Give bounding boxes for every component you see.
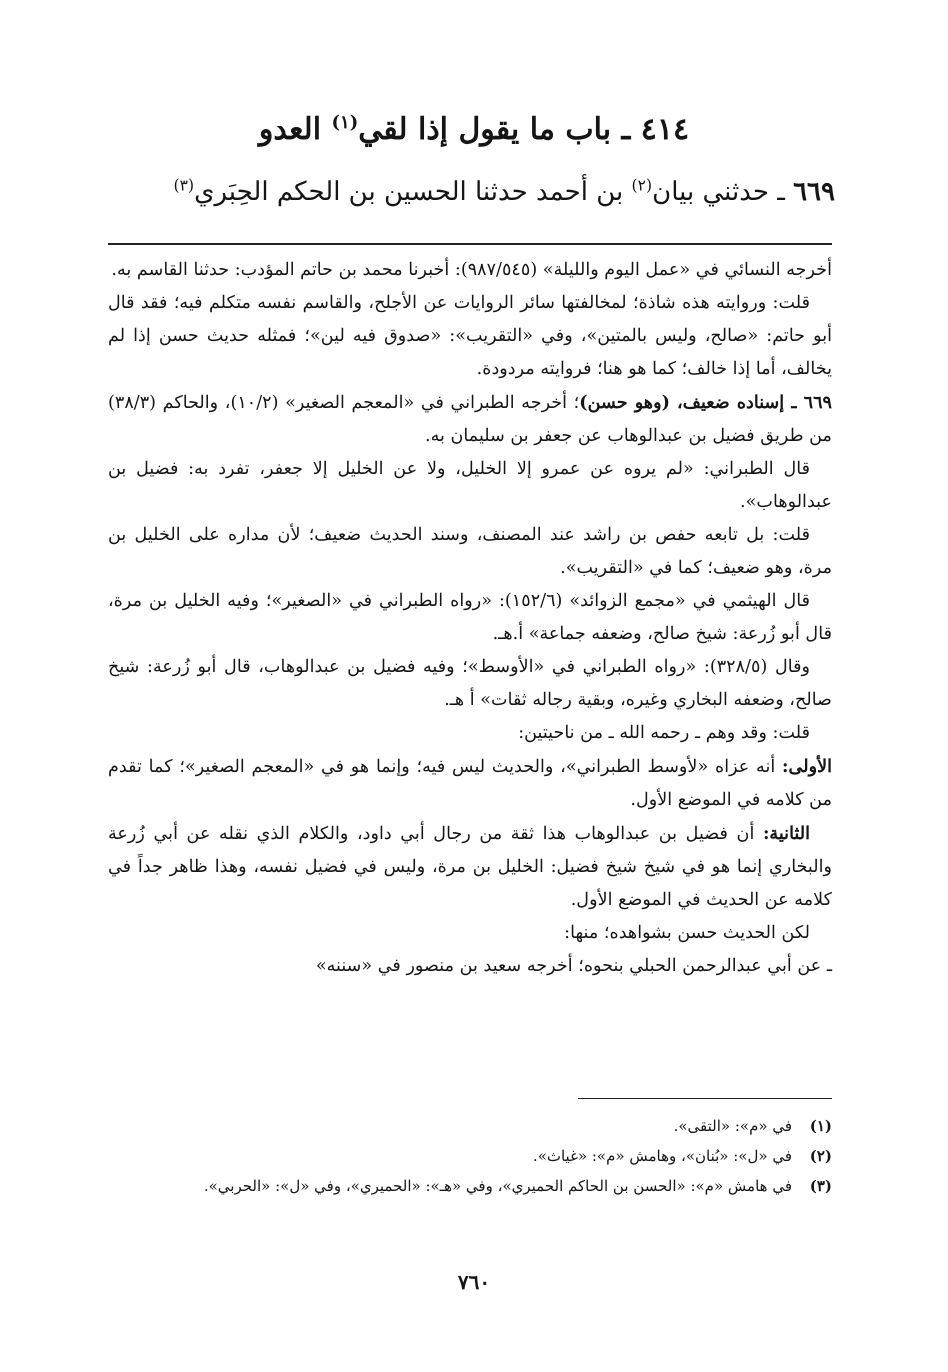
commentary-paragraph-10-text: أن فضيل بن عبدالوهاب هذا ثقة من رجال أبي داود، والكلام الذي نقله عن أبي زُرعة والبخاري إنما هو في شيخ شيخ فضيل: الخليل بن مرة، وليس في فضيل نفسه، وهذا ظاهر جداً في كلامه عن الحديث في الموضع الأول.: [108, 824, 832, 910]
hadith-text-part1: ـ حدثني بيان: [652, 177, 794, 207]
commentary-paragraph-6: قال الهيثمي في «مجمع الزوائد» (١٥٢/٦): «رواه الطبراني في «الصغير»؛ وفيه الخليل بن مرة، قال أبو زُرعة: شيخ صالح، وضعفه جماعة» أ.هـ.: [108, 591, 832, 644]
footnote-text: في «م»: «التقى».: [673, 1117, 792, 1135]
point-label-second: الثانية:: [762, 823, 810, 844]
commentary-paragraph-2: قلت: وروايته هذه شاذة؛ لمخالفتها سائر الروايات عن الأجلح، والقاسم نفسه متكلم فيه؛ فقد قال أبو حاتم: «صالح، وليس بالمتين»، وفي «التقريب»: «صدوق فيه لين»؛ فمثله حديث حسن إذا لم يخالف، أما إذا خالف؛ كما هو هنا؛ فروايته مردودة.: [108, 293, 832, 379]
footnote-2: [108, 1142, 832, 1170]
footnote-text: في «ل»: «بُنان»، وهامش «م»: «غياث».: [532, 1147, 792, 1165]
hadith-number: ٦٦٩: [793, 177, 835, 207]
footnote-text: في هامش «م»: «الحسن بن الحاكم الحميري»، وفي «هـ»: «الحميري»، وفي «ل»: «الحربي».: [203, 1177, 792, 1195]
text-divider: [108, 243, 832, 245]
footnotes: [108, 1112, 832, 1202]
hadith-text: [110, 172, 835, 212]
footnote-number: (٣): [809, 1177, 832, 1195]
commentary-paragraph-4: قال الطبراني: «لم يروه عن عمرو إلا الخليل، ولا عن الخليل إلا جعفر، تفرد به: فضيل بن عبدالوهاب».: [108, 459, 832, 512]
commentary-paragraph-5: قلت: بل تابعه حفص بن راشد عند المصنف، وسند الحديث ضعيف؛ لأن مداره على الخليل بن مرة، وهو ضعيف؛ كما في «التقريب».: [108, 525, 832, 578]
commentary-paragraph-9-text: أنه عزاه «لأوسط الطبراني»، والحديث ليس فيه؛ وإنما هو في «المعجم الصغير»؛ كما تقدم من كلامه في الموضع الأول.: [108, 757, 832, 810]
footnote-ref-3: (٣): [173, 176, 195, 195]
footnote-3: [108, 1172, 832, 1200]
footnote-ref-1: (١): [331, 112, 359, 133]
footnote-1: [108, 1112, 832, 1140]
commentary-paragraph-9: [108, 750, 832, 817]
page-number: ٧٦٠: [457, 1270, 491, 1294]
commentary-paragraph-1: أخرجه النسائي في «عمل اليوم والليلة» (٩٨٧/٥٤٥): أخبرنا محمد بن حاتم المؤدب: حدثنا القاسم به.: [111, 260, 832, 280]
footnote-divider: [578, 1098, 832, 1099]
chapter-title-prefix: ٤١٤ ـ باب ما يقول إذا لقي: [358, 112, 690, 147]
chapter-title-suffix: العدو: [258, 112, 332, 147]
commentary-paragraph-12: ـ عن أبي عبدالرحمن الحبلي بنحوه؛ أخرجه سعيد بن منصور في «سننه»: [315, 956, 832, 976]
hadith-grading: ٦٦٩ ـ إسناده ضعيف، (وهو حسن): [579, 392, 832, 413]
hadith-text-part2: بن أحمد حدثنا الحسين بن الحكم الحِبَري: [194, 177, 632, 207]
commentary-paragraph-11: لكن الحديث حسن بشواهده؛ منها:: [564, 923, 810, 943]
commentary: [108, 254, 832, 983]
commentary-paragraph-7: وقال (٣٢٨/٥): «رواه الطبراني في «الأوسط»؛ وفيه فضيل بن عبدالوهاب، قال أبو زُرعة: شيخ صالح، وضعفه البخاري وغيره، وبقية رجاله ثقات» أ هـ.: [108, 657, 832, 710]
footnote-number: (٢): [809, 1147, 832, 1165]
point-label-first: الأولى:: [782, 756, 832, 777]
chapter-title: [0, 108, 948, 152]
commentary-paragraph-8: قلت: وقد وهم ـ رحمه الله ـ من ناحيتين:: [518, 723, 810, 743]
commentary-paragraph-3: [108, 386, 832, 453]
footnote-number: (١): [809, 1117, 832, 1135]
commentary-paragraph-10: [108, 817, 832, 917]
commentary-paragraph-3-text: ؛ أخرجه الطبراني في «المعجم الصغير» (١٠/٢)، والحاكم (٣٨/٣) من طريق فضيل بن عبدالوهاب عن جعفر بن سليمان به.: [108, 393, 832, 446]
footnote-ref-2: (٢): [631, 176, 653, 195]
